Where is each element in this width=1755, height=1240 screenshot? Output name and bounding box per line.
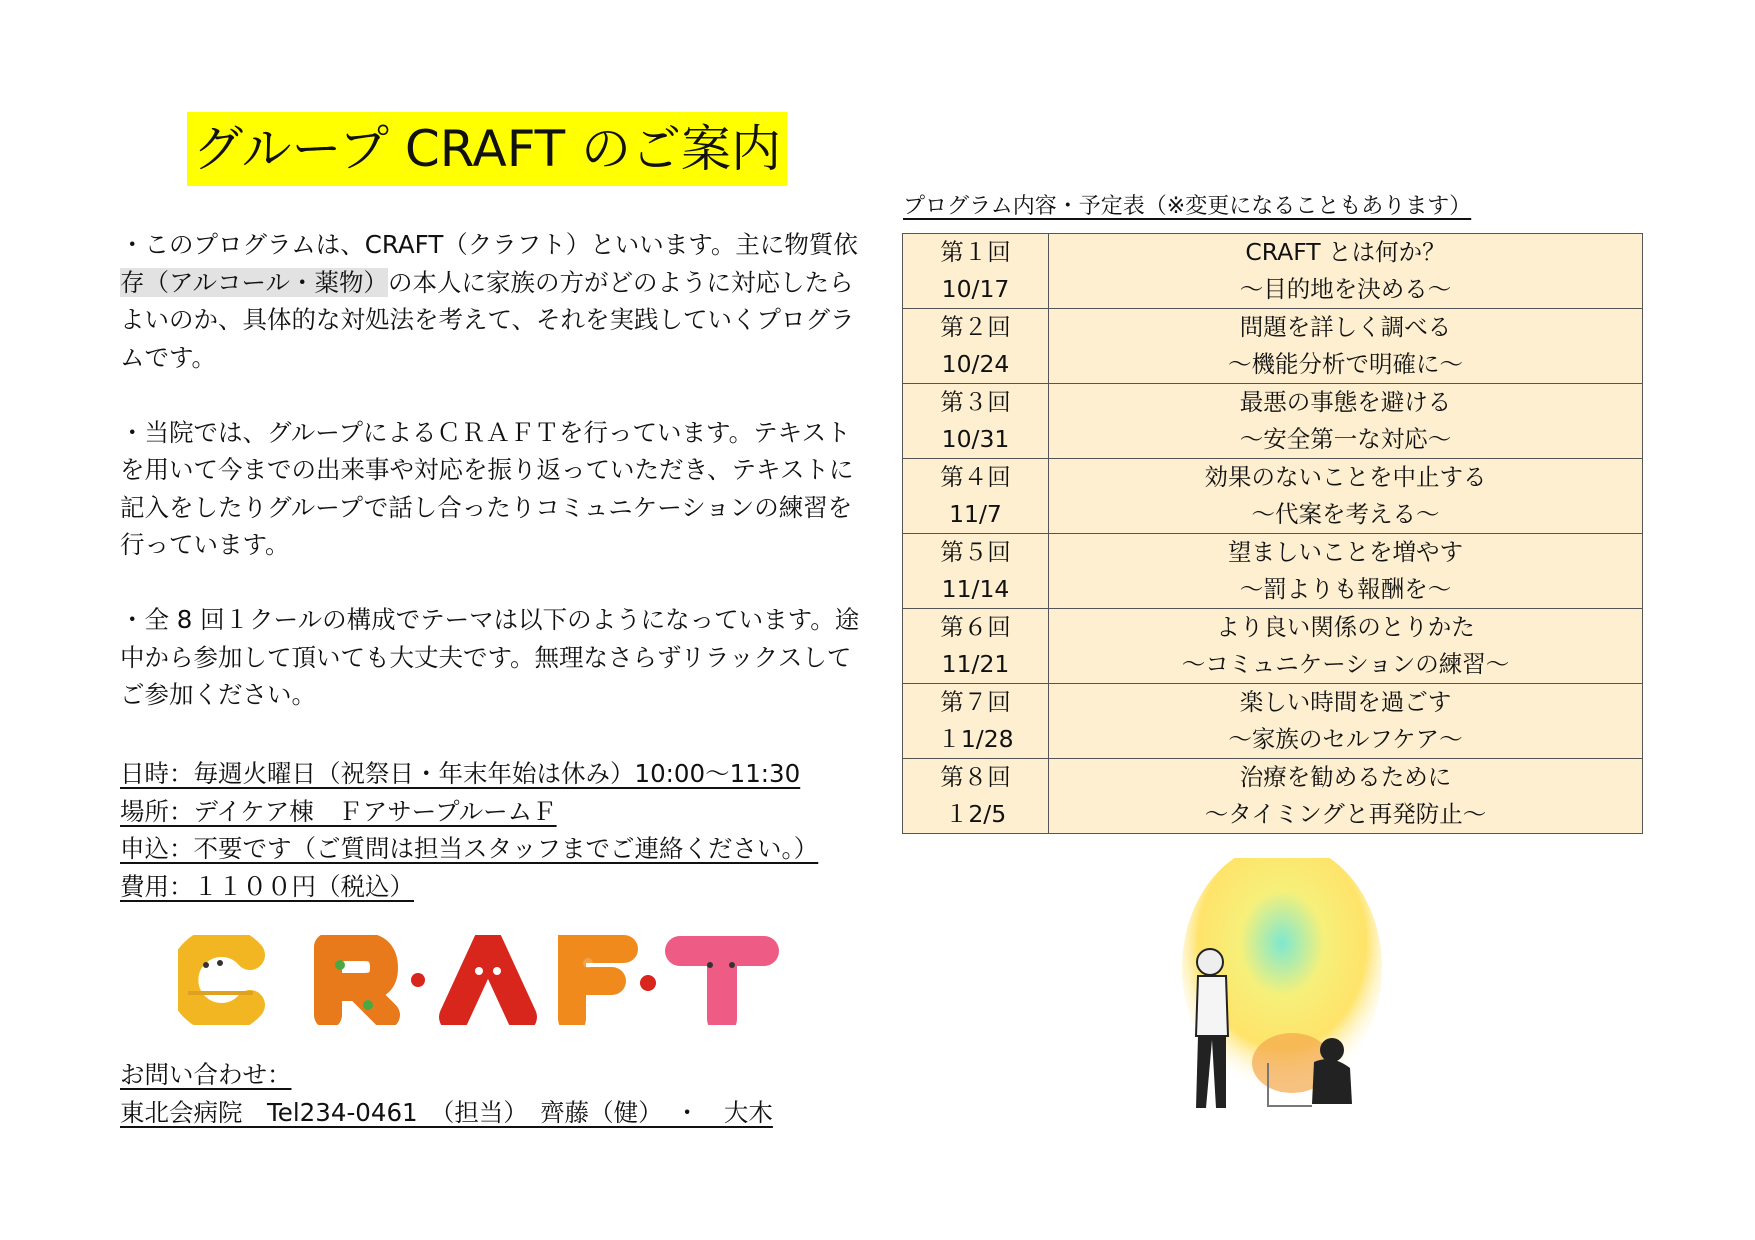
session-number: 第４回 [940, 463, 1011, 491]
intro-paragraph-3: ・全 8 回１クールの構成でテーマは以下のようになっています。途中から参加して頂いても大丈夫です。無理なさらずリラックスしてご参加ください。 [120, 605, 860, 709]
theme-cell [1049, 309, 1643, 384]
table-row [903, 759, 1643, 834]
session-date: 11/14 [941, 575, 1010, 603]
contact-block [120, 1056, 773, 1131]
session-theme: 問題を詳しく調べる [1239, 313, 1452, 341]
intro-p1-c: の本人に家族の方がどのように対応したらよいのか、具体的な対処法を考えて、それを実践していくプログラムです。 [120, 267, 855, 372]
session-subtitle: ～家族のセルフケア～ [1228, 725, 1463, 753]
title-block [187, 112, 787, 186]
table-row [903, 309, 1643, 384]
theme-cell [1049, 684, 1643, 759]
session-subtitle: ～目的地を決める～ [1239, 275, 1452, 303]
table-row [903, 459, 1643, 534]
session-number: 第８回 [940, 763, 1011, 791]
session-date: １2/5 [944, 800, 1007, 828]
table-row [903, 684, 1643, 759]
theme-cell [1049, 609, 1643, 684]
session-subtitle: ～安全第一な対応～ [1239, 425, 1452, 453]
session-date: 10/24 [941, 350, 1010, 378]
table-row [903, 534, 1643, 609]
theme-cell [1049, 759, 1643, 834]
info-place: 場所：デイケア棟 ＦアサープルームＦ [120, 796, 557, 826]
table-row [903, 384, 1643, 459]
intro-paragraph-2: ・当院では、グループによるＣＲＡＦＴを行っています。テキストを用いて今までの出来事や対応を振り返っていただき、テキストに記入をしたりグループで話し合ったりコミュニケーションの練習を行っています。 [120, 417, 854, 559]
session-subtitle: ～罰よりも報酬を～ [1239, 575, 1452, 603]
table-row [903, 609, 1643, 684]
info-apply: 申込：不要です（ご質問は担当スタッフまでご連絡ください。） [120, 834, 819, 863]
theme-cell [1049, 459, 1643, 534]
theme-cell [1049, 534, 1643, 609]
session-number: 第６回 [940, 613, 1011, 641]
session-subtitle: ～代案を考える～ [1251, 500, 1440, 528]
illustration-light-figures [1172, 858, 1384, 1120]
info-fee: 費用：１１００円（税込） [120, 871, 414, 901]
theme-cell [1049, 384, 1643, 459]
intro-text [120, 226, 870, 751]
session-theme: 効果のないことを中止する [1204, 463, 1487, 491]
session-cell [903, 309, 1049, 384]
craft-logo-letter-f [572, 949, 624, 1019]
craft-logo-letter-a [454, 943, 522, 1017]
session-cell [903, 234, 1049, 309]
session-theme: CRAFT とは何か？ [1245, 238, 1446, 266]
schedule-table [902, 233, 1643, 834]
session-theme: 望ましいことを増やす [1228, 538, 1463, 566]
craft-logo-letter-c [183, 935, 253, 1018]
session-date: 11/7 [949, 500, 1002, 528]
session-theme: 治療を勧めるために [1239, 763, 1452, 791]
info-datetime: 日時：毎週火曜日（祝祭日・年末年始は休み）10:00～11:30 [120, 759, 801, 788]
session-subtitle: ～コミュニケーションの練習～ [1181, 650, 1510, 678]
session-subtitle: ～機能分析で明確に～ [1228, 350, 1463, 378]
session-theme: 最悪の事態を避ける [1239, 388, 1452, 416]
contact-label: お問い合わせ： [120, 1060, 292, 1089]
session-cell [903, 609, 1049, 684]
session-date: 10/31 [941, 425, 1010, 453]
session-number: 第７回 [940, 688, 1011, 716]
session-cell [903, 384, 1049, 459]
schedule-heading: プログラム内容・予定表（※変更になることもあります） [903, 194, 1472, 219]
craft-logo-dot [411, 973, 425, 987]
session-theme: より良い関係のとりかた [1216, 613, 1475, 641]
craft-logo [178, 935, 810, 1025]
session-number: 第１回 [940, 238, 1011, 266]
session-cell [903, 459, 1049, 534]
session-number: 第３回 [940, 388, 1011, 416]
session-date: 11/21 [941, 650, 1010, 678]
table-row [903, 234, 1643, 309]
contact-line: 東北会病院 Tel234-0461 （担当） 齊藤（健） ・ 大木 [120, 1097, 773, 1127]
craft-logo-letter-r [328, 947, 386, 1015]
session-theme: 楽しい時間を過ごす [1239, 688, 1452, 716]
session-subtitle: ～タイミングと再発防止～ [1204, 800, 1487, 828]
session-date: １1/28 [937, 725, 1014, 753]
theme-cell [1049, 234, 1643, 309]
session-cell [903, 684, 1049, 759]
session-cell [903, 534, 1049, 609]
intro-p1-highlight: 存（アルコール・薬物） [120, 267, 389, 297]
craft-logo-apple [640, 975, 656, 991]
session-number: 第２回 [940, 313, 1011, 341]
session-number: 第５回 [940, 538, 1011, 566]
info-block [120, 755, 818, 905]
intro-paragraph-1 [120, 226, 870, 376]
page-title: グループ CRAFT のご案内 [187, 112, 787, 186]
session-cell [903, 759, 1049, 834]
session-date: 10/17 [941, 275, 1010, 303]
intro-p1-a: ・このプログラムは、CRAFT（クラフト）といいます。主に物質依 [120, 230, 858, 259]
craft-logo-letter-t [680, 951, 764, 1019]
